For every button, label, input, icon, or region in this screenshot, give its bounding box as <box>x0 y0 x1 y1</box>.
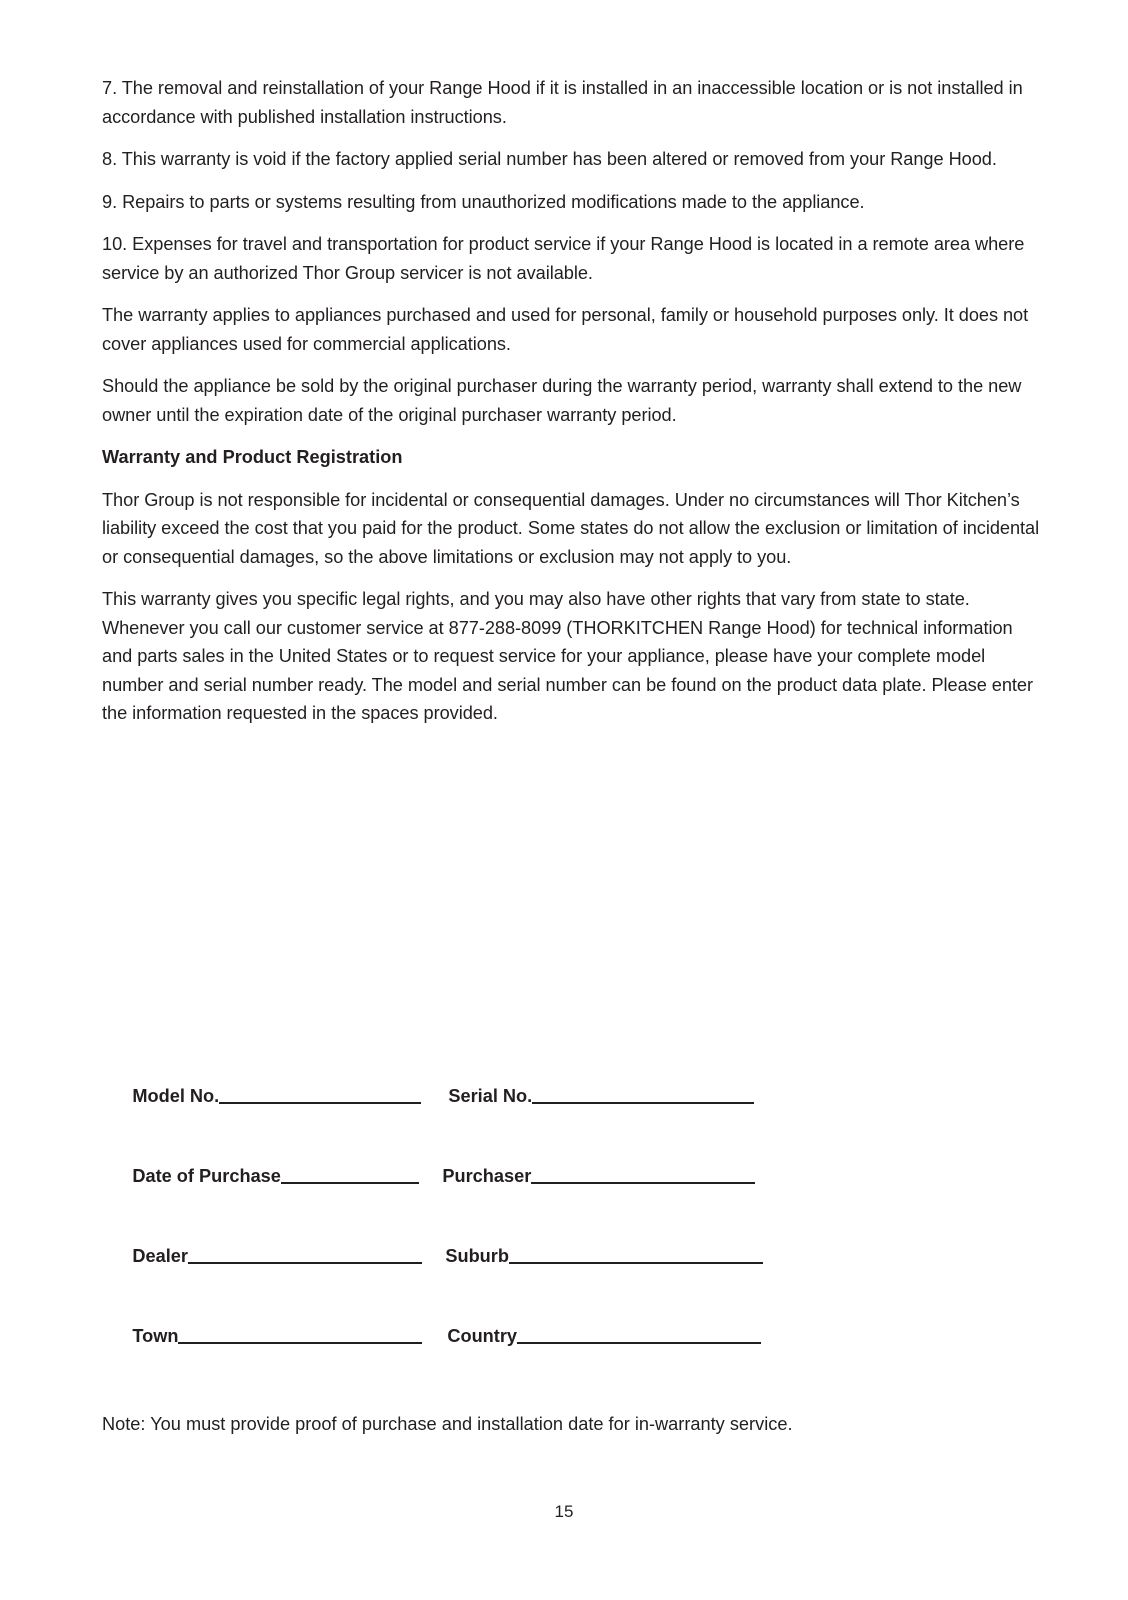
suburb-blank[interactable] <box>509 1244 763 1264</box>
proof-of-purchase-note: Note: You must provide proof of purchase and installation date for in-warranty service. <box>102 1414 793 1434</box>
country-field[interactable] <box>417 1298 761 1372</box>
model-no-label: Model No. <box>132 1086 220 1106</box>
warranty-scope-paragraph: The warranty applies to appliances purchased and used for personal, family or household purposes only. It does not cover appliances used for commercial applications. <box>102 305 1029 354</box>
legal-rights-paragraph: This warranty gives you specific legal rights, and you may also have other rights that vary from state to state. Whenever you call our customer service at 877-288-8099 (THORKITCHEN Range Hood) for technical information and parts sales in the United States or to request service for your appliance, please have your complete model number and serial number ready. The model and serial number can be found on the product data plate. Please enter the information requested in the spaces provided. <box>102 589 1033 723</box>
suburb-label: Suburb <box>445 1246 509 1266</box>
warranty-transfer-paragraph: Should the appliance be sold by the original purchaser during the warranty period, warranty shall extend to the new owner until the expiration date of the original purchaser warranty period. <box>102 376 1022 425</box>
town-label: Town <box>132 1326 179 1346</box>
dealer-field[interactable] <box>102 1218 422 1292</box>
dealer-label: Dealer <box>132 1246 188 1266</box>
model-no-blank[interactable] <box>219 1084 421 1104</box>
liability-paragraph: Thor Group is not responsible for incidental or consequential damages. Under no circumstances will Thor Kitchen’s liability exceed the cost that you paid for the product. Some states do not allow the exclusion or limitation of incidental or consequential damages, so the above limitations or exclusion may not apply to you. <box>102 489 1040 567</box>
date-of-purchase-label: Date of Purchase <box>132 1166 281 1186</box>
warranty-exclusion-9: 9. Repairs to parts or systems resulting from unauthorized modifications made to the appliance. <box>102 191 865 212</box>
country-blank[interactable] <box>517 1324 761 1344</box>
date-of-purchase-blank[interactable] <box>281 1164 419 1184</box>
purchaser-blank[interactable] <box>531 1164 755 1184</box>
dealer-blank[interactable] <box>188 1244 422 1264</box>
date-of-purchase-field[interactable] <box>102 1138 419 1212</box>
warranty-text-block <box>102 74 1042 742</box>
town-field[interactable] <box>102 1298 422 1372</box>
serial-no-field[interactable] <box>418 1058 754 1132</box>
model-no-field[interactable] <box>102 1058 421 1132</box>
form-row-town-country <box>102 1298 518 1394</box>
warranty-exclusion-7: 7. The removal and reinstallation of your Range Hood if it is installed in an inaccessible location or is not installed in accordance with published installation instructions. <box>102 78 1023 127</box>
warranty-exclusion-10: 10. Expenses for travel and transportation for product service if your Range Hood is located in a remote area where service by an authorized Thor Group servicer is not available. <box>102 234 1025 283</box>
suburb-field[interactable] <box>415 1218 763 1292</box>
town-blank[interactable] <box>178 1324 422 1344</box>
page-number: 15 <box>554 1502 574 1521</box>
country-label: Country <box>447 1326 518 1346</box>
warranty-exclusion-8: 8. This warranty is void if the factory applied serial number has been altered or removed from your Range Hood. <box>102 149 997 169</box>
serial-no-label: Serial No. <box>448 1086 533 1106</box>
purchaser-label: Purchaser <box>442 1166 532 1186</box>
section-heading: Warranty and Product Registration <box>102 447 403 467</box>
purchaser-field[interactable] <box>412 1138 755 1212</box>
serial-no-blank[interactable] <box>532 1084 754 1104</box>
